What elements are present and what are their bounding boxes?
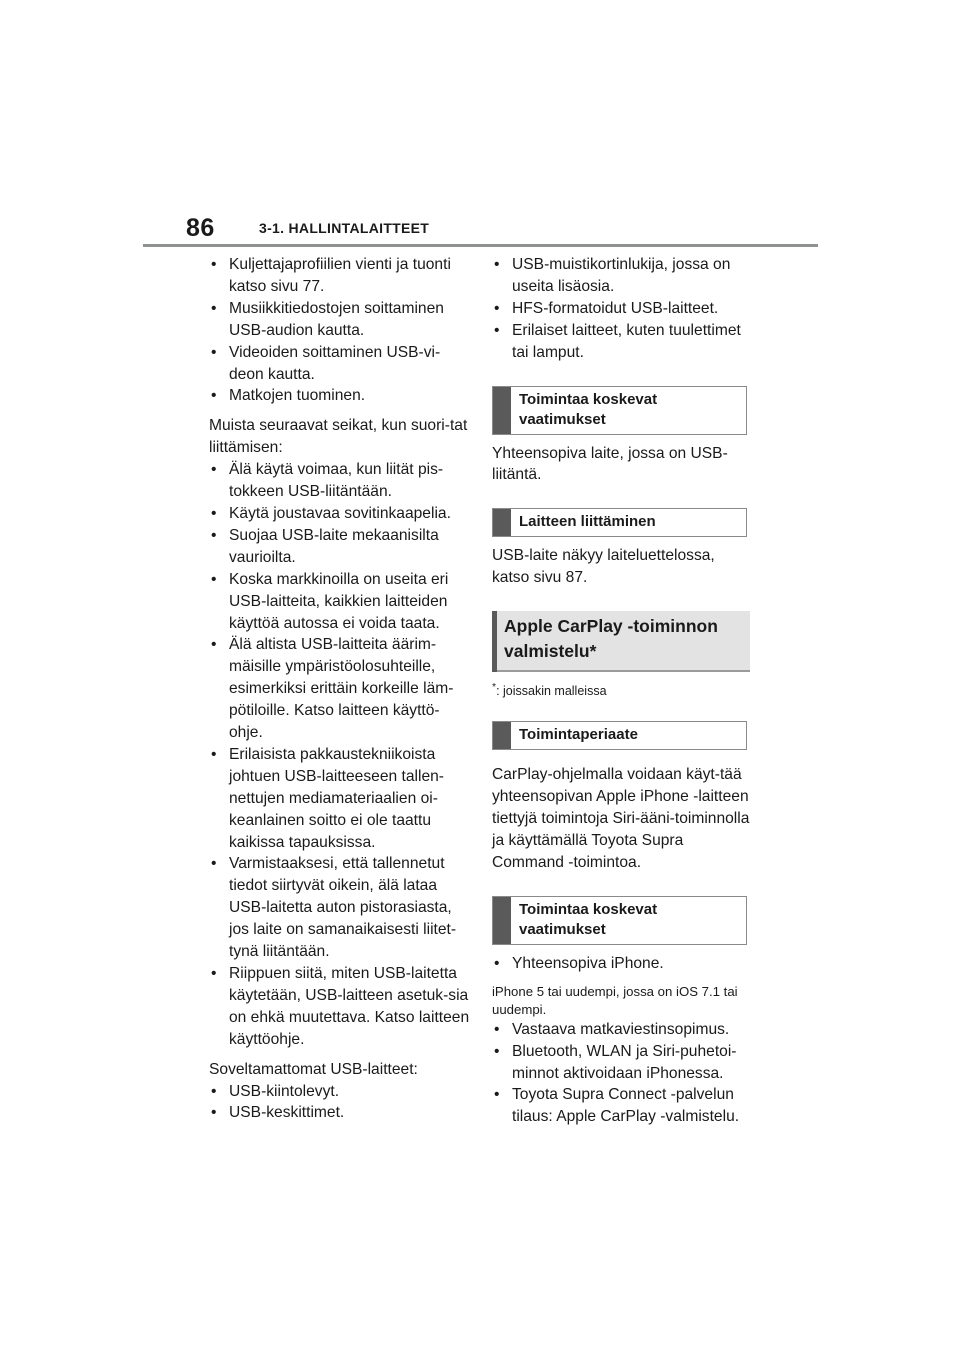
list-item: • USB-muistikortinlukija, jossa on useita lisäosia.	[492, 254, 754, 298]
heading-requirements-2: Toimintaa koskevat vaatimukset	[492, 896, 747, 945]
principle-paragraph: CarPlay-ohjelmalla voidaan käyt-tää yhteensopivan Apple iPhone -laitteen tiettyjä toimintoja Siri-ääni-toiminnolla ja käyttämällä Toyota Supra Command -toimintoa.	[492, 766, 750, 871]
list-item: • Erilaisista pakkaustekniikoista johtuen USB-laitteeseen tallen-nettujen mediamateriaalien oi-keanlainen soitto ei ole taattu kaikissa tapauksissa.	[209, 744, 471, 854]
list-item: • Kuljettajaprofiilien vienti ja tuonti katso sivu 77.	[209, 254, 471, 298]
bullet-list-right-top	[492, 254, 754, 364]
list-item: • Toyota Supra Connect -palvelun tilaus: Apple CarPlay -valmistelu.	[492, 1084, 754, 1128]
footnote	[492, 680, 754, 699]
list-item: • Yhteensopiva iPhone.	[492, 953, 754, 975]
requirements-paragraph: Yhteensopiva laite, jossa on USB-liitäntä.	[492, 444, 728, 484]
header-rule	[143, 244, 818, 247]
bullet-list-notes	[209, 459, 471, 1050]
section-title: 3-1. HALLINTALAITTEET	[259, 220, 430, 236]
intro-paragraph: Muista seuraavat seikat, kun suori-tat liittämisen:	[209, 417, 468, 457]
footnote-mark: *	[492, 682, 497, 694]
list-item: • Käytä joustavaa sovitinkaapelia.	[209, 503, 471, 525]
list-item: • Erilaiset laitteet, kuten tuulettimet tai lamput.	[492, 320, 754, 364]
list-item: • Varmistaaksesi, että tallennetut tiedot siirtyvät oikein, älä lataa USB-laitetta auton pistorasiasta, jos laite on samanaikaisesti liitet-tynä liitäntään.	[209, 853, 471, 963]
iphone-note: iPhone 5 tai uudempi, jossa on iOS 7.1 tai uudempi.	[492, 983, 738, 1017]
right-column	[492, 254, 754, 1128]
heading-principle: Toimintaperiaate	[492, 721, 747, 750]
heading-requirements: Toimintaa koskevat vaatimukset	[492, 386, 747, 435]
bullet-list-top	[209, 254, 471, 407]
list-item: • Älä altista USB-laitteita äärim-mäisille ympäristöolosuhteille, esimerkiksi erittäin korkeille läm-pötiloille. Katso laitteen käyttö-ohje.	[209, 634, 471, 744]
heading-connecting: Laitteen liittäminen	[492, 508, 747, 537]
connecting-paragraph: USB-laite näkyy laiteluettelossa, katso sivu 87.	[492, 547, 715, 587]
unsuitable-title: Soveltamattomat USB-laitteet:	[209, 1060, 418, 1078]
list-item: • USB-keskittimet.	[209, 1102, 471, 1124]
list-item: • Matkojen tuominen.	[209, 385, 471, 407]
page-number: 86	[186, 214, 215, 242]
heading-carplay: Apple CarPlay -toiminnon valmistelu*	[492, 611, 750, 672]
footnote-text: : joissakin malleissa	[496, 684, 607, 699]
list-item: • Älä käytä voimaa, kun liität pis-tokkeen USB-liitäntään.	[209, 459, 471, 503]
list-item: • Bluetooth, WLAN ja Siri-puhetoi-minnot aktivoidaan iPhonessa.	[492, 1041, 754, 1085]
list-item: • Riippuen siitä, miten USB-laitetta käytetään, USB-laitteen asetuk-sia on ehkä muutettava. Katso laitteen käyttöohje.	[209, 963, 471, 1051]
left-column	[209, 254, 471, 1124]
bullet-list-unsuitable	[209, 1081, 471, 1125]
bullet-list-req-rest	[492, 1019, 754, 1129]
list-item: • Vastaava matkaviestinsopimus.	[492, 1019, 754, 1041]
list-item: • Videoiden soittaminen USB-vi-deon kautta.	[209, 342, 471, 386]
list-item: • HFS-formatoidut USB-laitteet.	[492, 298, 754, 320]
bullet-list-req-1	[492, 953, 754, 975]
list-item: • Musiikkitiedostojen soittaminen USB-audion kautta.	[209, 298, 471, 342]
list-item: • USB-kiintolevyt.	[209, 1081, 471, 1103]
list-item: • Koska markkinoilla on useita eri USB-laitteita, kaikkien laitteiden käyttöä autossa ei voida taata.	[209, 569, 471, 635]
list-item: • Suojaa USB-laite mekaanisilta vaurioilta.	[209, 525, 471, 569]
